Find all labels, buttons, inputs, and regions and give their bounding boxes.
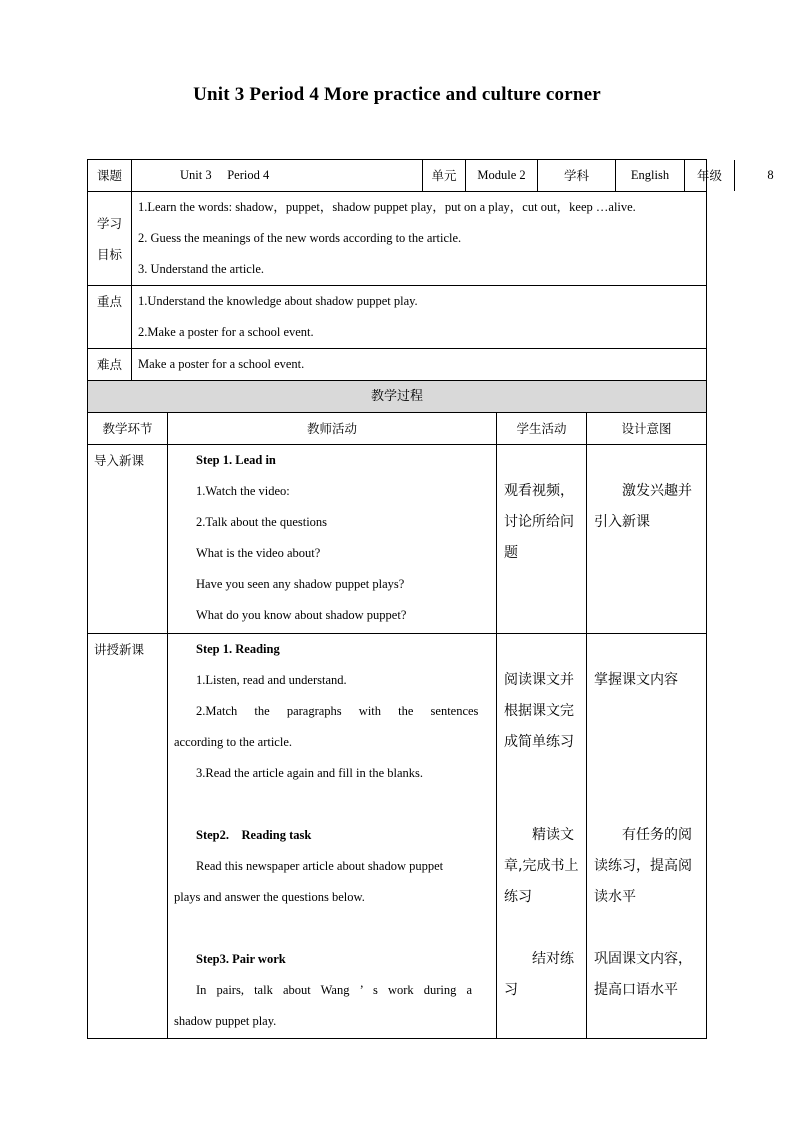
objective-item: 3. Understand the article.	[138, 262, 264, 276]
column-header-stage: 教学环节	[88, 413, 168, 444]
header-row	[88, 160, 774, 192]
lesson-info-table	[87, 159, 774, 381]
intro-line: What do you know about shadow puppet?	[196, 608, 407, 622]
objectives-label: 学习 目标	[88, 192, 132, 285]
unit-value: Module 2	[466, 160, 538, 191]
key-point-item: 1.Understand the knowledge about shadow puppet play.	[138, 294, 418, 308]
subject-label: 学科	[538, 160, 616, 191]
step2-line: Read this newspaper article about shadow puppet	[196, 859, 444, 873]
intro-teacher	[168, 445, 497, 633]
step2-line: plays and answer the questions below.	[174, 890, 365, 904]
intro-step-title: Step 1. Lead in	[196, 453, 276, 467]
grade-label: 年级	[685, 160, 735, 191]
teaching-design: 掌握课文内容 有任务的阅 读练习，提高阅 读水平 巩固课文内容， 提高口语水平	[594, 672, 692, 998]
topic-value: Unit 3 Period 4	[132, 160, 423, 191]
topic-label: 课题	[88, 160, 132, 191]
step1-line: 3.Read the article again and fill in the blanks.	[196, 766, 424, 780]
difficult-points-label: 难点	[88, 349, 132, 380]
column-header-design: 设计意图	[621, 421, 672, 436]
teaching-stage: 讲授新课	[88, 634, 168, 1038]
key-points-text	[132, 286, 706, 348]
step3-line: shadow puppet play.	[174, 1014, 277, 1028]
page-title: Unit 3 Period 4 More practice and culture corner	[193, 84, 601, 105]
objective-item: 2. Guess the meanings of the new words according to the article.	[138, 231, 462, 245]
grade-value: 8	[767, 168, 774, 182]
key-point-item: 2.Make a poster for a school event.	[138, 325, 314, 339]
key-points-row	[88, 286, 706, 349]
column-header-teacher: 教师活动	[168, 413, 497, 444]
column-header-student: 学生活动	[497, 413, 587, 444]
step1-line: 2.Match the paragraphs with the sentences	[196, 704, 479, 718]
intro-line: 1.Watch the video:	[196, 484, 290, 498]
step2-title: Step2. Reading task	[196, 828, 312, 842]
step1-title: Step 1. Reading	[196, 642, 280, 656]
teaching-teacher	[168, 634, 497, 1038]
intro-design: 激发兴趣并 引入新课	[594, 483, 692, 530]
intro-student: 观看视频， 讨论所给问 题	[504, 483, 574, 561]
key-points-label: 重点	[88, 286, 132, 348]
intro-line: What is the video about?	[196, 546, 321, 560]
difficult-points-text: Make a poster for a school event.	[138, 357, 305, 371]
objectives-text	[132, 192, 706, 285]
teaching-process-table	[87, 380, 707, 1039]
step3-line: In pairs, talk about Wang ’ s work during a	[196, 983, 473, 997]
intro-line: 2.Talk about the questions	[196, 515, 328, 529]
intro-line: Have you seen any shadow puppet plays?	[196, 577, 405, 591]
teaching-student: 阅读课文并 根据课文完 成简单练习 精读文 章,完成书上 练习 结对练 习	[504, 672, 579, 998]
process-header: 教学过程	[88, 381, 706, 413]
step1-line: 1.Listen, read and understand.	[196, 673, 347, 687]
step1-line: according to the article.	[174, 735, 292, 749]
difficult-points-row	[88, 349, 706, 380]
process-column-headers	[88, 413, 706, 445]
teaching-row	[88, 634, 706, 1038]
intro-row	[88, 445, 706, 634]
objectives-row	[88, 192, 706, 286]
subject-value: English	[616, 160, 685, 191]
step3-title: Step3. Pair work	[196, 952, 286, 966]
unit-label: 单元	[423, 160, 466, 191]
objective-item: 1.Learn the words: shadow，puppet，shadow puppet play，put on a play，cut out，keep …alive.	[138, 200, 636, 214]
intro-stage: 导入新课	[88, 445, 168, 633]
